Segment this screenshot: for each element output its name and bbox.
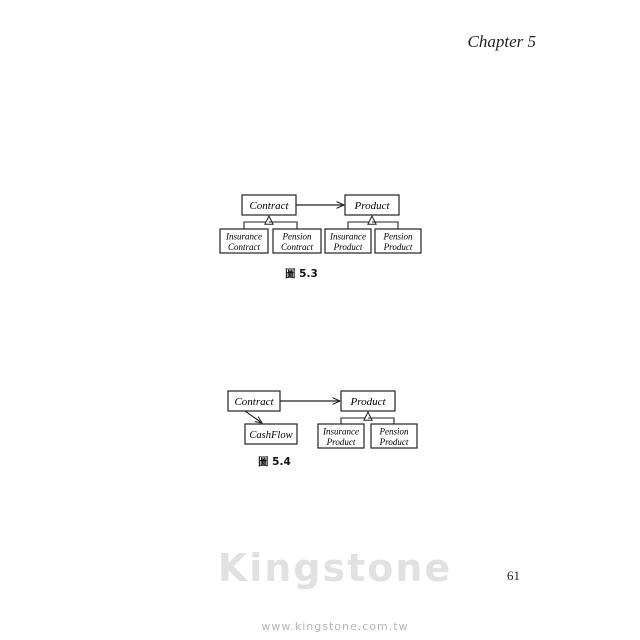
figure-5-4-number: 圖 5.4 <box>258 456 291 468</box>
pension-contract-line2: Contract <box>280 242 314 252</box>
cashflow-label: CashFlow <box>249 430 293 441</box>
dependency-arrow-cashflow <box>245 411 262 423</box>
pension-product-line2: Product <box>383 242 413 252</box>
pension-product-line1: Pension <box>383 231 413 242</box>
insurance-product-2-line1: Insurance <box>323 426 359 437</box>
inherit-arrow-pension-product-2 <box>368 418 394 424</box>
product-label: Product <box>354 200 390 212</box>
paragraph-4 <box>120 487 520 585</box>
watermark-brand: Kingstone <box>217 546 453 590</box>
insurance-product-2-line2: Product <box>326 437 356 447</box>
chapter-label: Chapter 5 <box>467 32 536 51</box>
pension-product-2-line2: Product <box>379 437 409 447</box>
contract-box-2 <box>228 391 280 411</box>
pension-product-2-line1: Pension <box>379 426 409 437</box>
figure-5-3-number: 圖 5.3 <box>285 268 318 280</box>
page-number: 61 <box>507 568 520 583</box>
insurance-product-line2: Product <box>333 242 363 252</box>
product-box-2 <box>341 391 395 411</box>
pension-product-box-2 <box>371 424 417 448</box>
insurance-contract-line2: Contract <box>227 242 261 252</box>
cashflow-box <box>245 424 297 444</box>
inherit-arrow-insurance-product-2 <box>341 412 368 424</box>
watermark-url: www.kingstone.com.tw <box>261 620 409 633</box>
contract-label: Contract <box>249 200 289 212</box>
insurance-product-line1: Insurance <box>330 231 366 242</box>
contract-label-2: Contract <box>234 396 274 408</box>
insurance-product-box-2 <box>318 424 364 448</box>
figure-5-4-caption <box>258 454 299 469</box>
insurance-contract-line1: Insurance <box>226 231 262 242</box>
pension-contract-line1: Pension <box>282 231 312 242</box>
product-label-2: Product <box>350 396 386 408</box>
